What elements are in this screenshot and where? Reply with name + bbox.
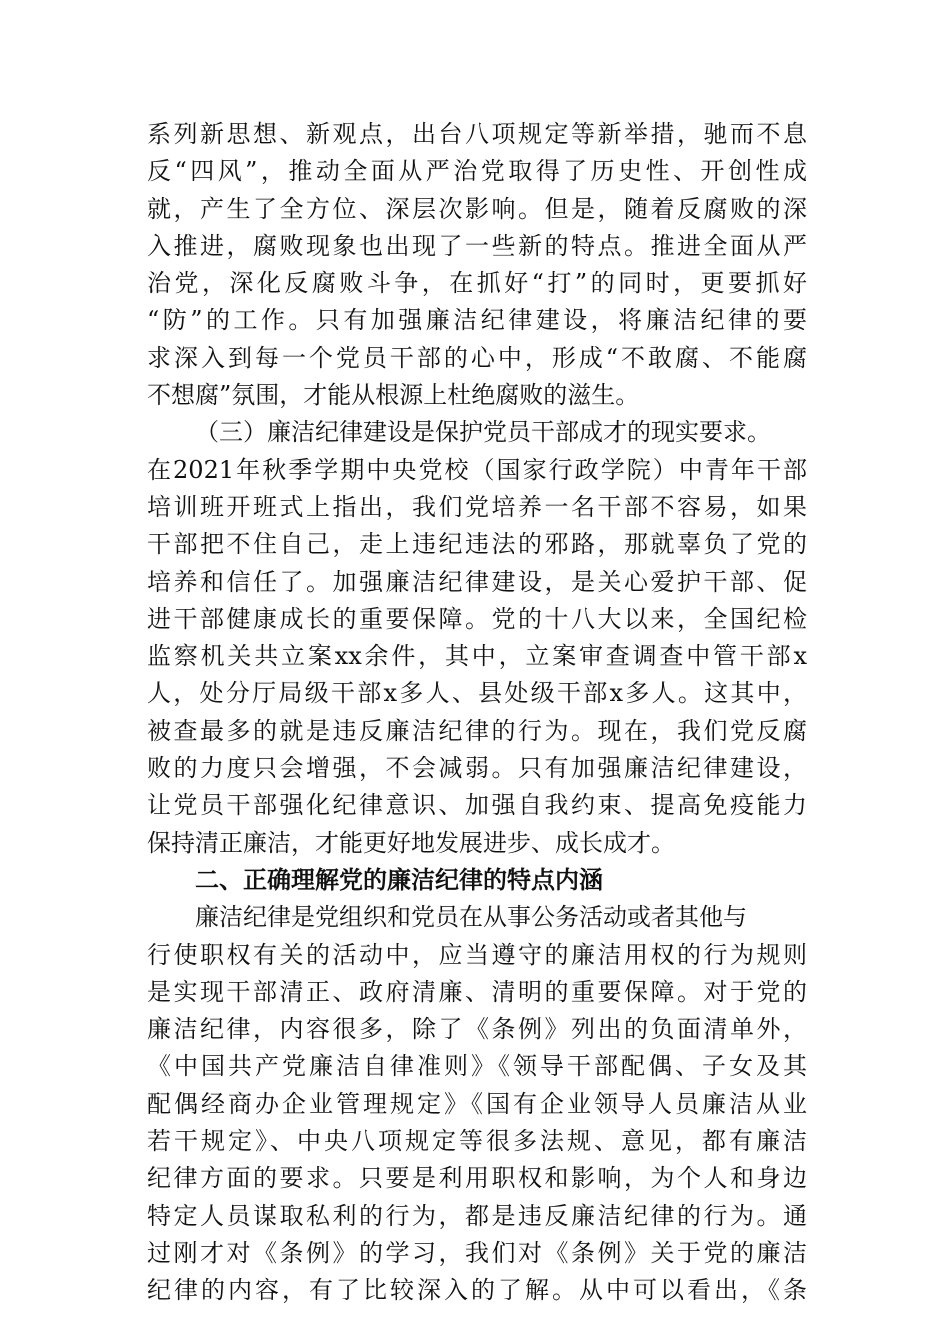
text-line: 反“四风”，推动全面从严治党取得了历史性、开创性成 [147, 157, 807, 186]
text-line: 保持清正廉洁，才能更好地发展进步、成长成才。 [147, 828, 675, 857]
text-line: 《中国共产党廉洁自律准则》《领导干部配偶、子女及其 [147, 1052, 807, 1081]
section-lead-line: （三）廉洁纪律建设是保护党员干部成才的现实要求。 [195, 418, 771, 447]
text-line: 若干规定》、中央八项规定等很多法规、意见，都有廉洁 [147, 1127, 807, 1156]
text-line: 行使职权有关的活动中，应当遵守的廉洁用权的行为规则 [147, 940, 807, 969]
text-line: 不想腐”氛围，才能从根源上杜绝腐败的滋生。 [147, 381, 640, 410]
text-line: 干部把不住自己，走上违纪违法的邪路，那就辜负了党的 [147, 530, 807, 559]
section-heading: 二、正确理解党的廉洁纪律的特点内涵 [195, 865, 603, 894]
text-line: 求深入到每一个党员干部的心中，形成“不敢腐、不能腐 [147, 343, 807, 372]
text-line: 治党，深化反腐败斗争，在抓好“打”的同时，更要抓好 [147, 269, 807, 298]
text-line: 培养和信任了。加强廉洁纪律建设，是关心爱护干部、促 [147, 567, 807, 596]
text-line: 纪律的内容，有了比较深入的了解。从中可以看出，《条 [147, 1276, 807, 1305]
text-line: “防”的工作。只有加强廉洁纪律建设，将廉洁纪律的要 [147, 306, 807, 335]
text-line: 被查最多的就是违反廉洁纪律的行为。现在，我们党反腐 [147, 716, 807, 745]
text-line: 败的力度只会增强，不会减弱。只有加强廉洁纪律建设， [147, 754, 807, 783]
text-line: 进干部健康成长的重要保障。党的十八大以来，全国纪检 [147, 604, 807, 633]
text-line: 人，处分厅局级干部x多人、县处级干部x多人。这其中， [147, 679, 807, 708]
text-line: 就，产生了全方位、深层次影响。但是，随着反腐败的深 [147, 194, 807, 223]
document-body [147, 116, 807, 1310]
text-line: 培训班开班式上指出，我们党培养一名干部不容易，如果 [147, 492, 807, 521]
text-line: 是实现干部清正、政府清廉、清明的重要保障。对于党的 [147, 977, 807, 1006]
text-line: 在2021年秋季学期中央党校（国家行政学院）中青年干部 [147, 455, 807, 484]
text-line: 特定人员谋取私利的行为，都是违反廉洁纪律的行为。通 [147, 1201, 807, 1230]
text-line: 过刚才对《条例》的学习，我们对《条例》关于党的廉洁 [147, 1238, 807, 1267]
text-line: 监察机关共立案xx余件，其中，立案审查调查中管干部x [147, 642, 807, 671]
text-line: 让党员干部强化纪律意识、加强自我约束、提高免疫能力 [147, 791, 807, 820]
text-line: 配偶经商办企业管理规定》《国有企业领导人员廉洁从业 [147, 1089, 807, 1118]
text-line: 系列新思想、新观点，出台八项规定等新举措，驰而不息 [147, 120, 807, 148]
text-line: 纪律方面的要求。只要是利用职权和影响，为个人和身边 [147, 1164, 807, 1193]
text-line: 入推进，腐败现象也出现了一些新的特点。推进全面从严 [147, 231, 807, 260]
paragraph-first-line: 廉洁纪律是党组织和党员在从事公务活动或者其他与 [195, 903, 747, 932]
text-line: 廉洁纪律，内容很多，除了《条例》列出的负面清单外， [147, 1015, 807, 1044]
